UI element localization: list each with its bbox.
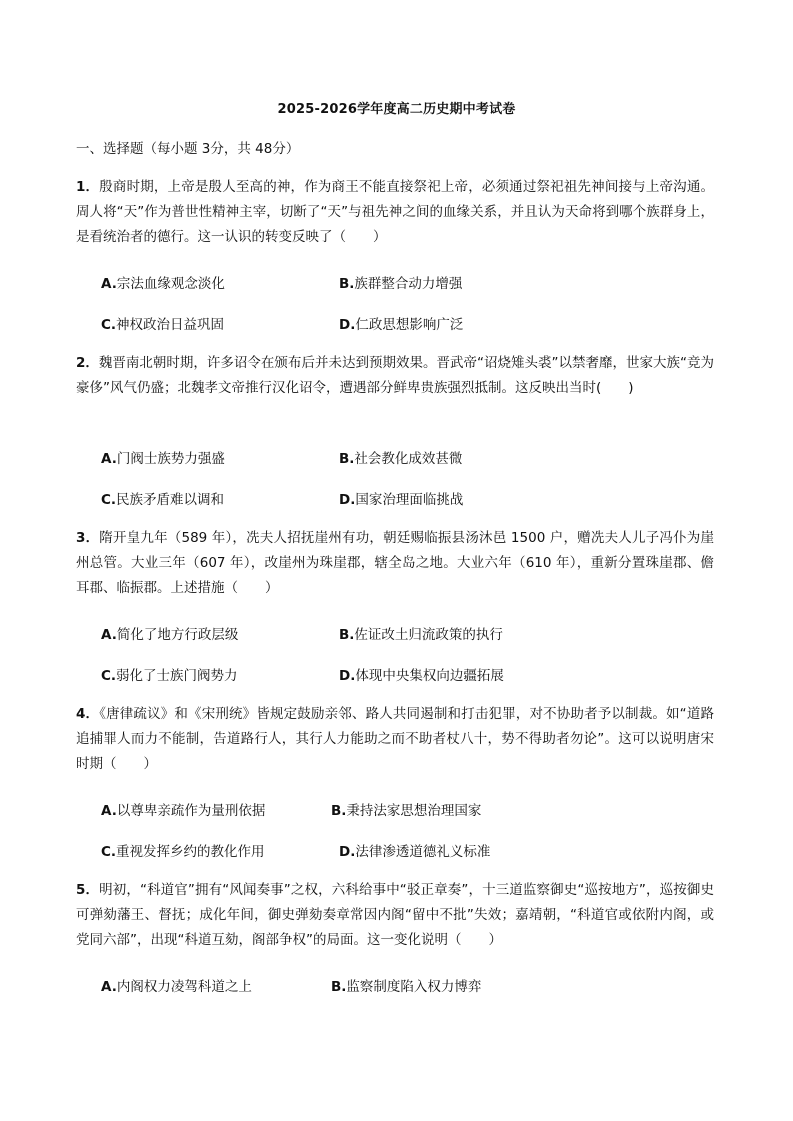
- option-3a[interactable]: [101, 623, 238, 643]
- option-letter: C.: [101, 317, 117, 333]
- option-4d[interactable]: [339, 840, 490, 860]
- option-1a[interactable]: [101, 272, 225, 292]
- option-text: 重视发挥乡约的教化作用: [116, 844, 265, 860]
- option-text: 神权政治日益巩固: [116, 317, 225, 333]
- question-1: [76, 175, 714, 250]
- option-1b[interactable]: [339, 272, 462, 292]
- option-letter: D.: [339, 668, 356, 684]
- option-letter: A.: [101, 627, 117, 643]
- option-letter: C.: [101, 492, 117, 508]
- option-letter: B.: [339, 627, 355, 643]
- option-letter: C.: [101, 844, 117, 860]
- option-3b[interactable]: [339, 623, 503, 643]
- section-heading: 一、选择题（每小题 3分，共 48分）: [76, 141, 300, 157]
- option-text: 法律渗透道德礼义标准: [355, 844, 491, 860]
- option-5b[interactable]: [331, 975, 481, 995]
- option-text: 族群整合动力增强: [354, 276, 463, 292]
- option-4a[interactable]: [101, 799, 265, 819]
- option-4b[interactable]: [331, 799, 481, 819]
- option-1c[interactable]: [101, 313, 224, 333]
- question-stem: 魏晋南北朝时期，许多诏令在颁布后并未达到预期效果。晋武帝“诏烧雉头裘”以禁奢靡，世家大族“竞为豪侈”风气仍盛；北魏孝文帝推行汉化诏令，遭遇部分鲜卑贵族强烈抵制。这反映出当时( ): [76, 355, 714, 396]
- option-text: 国家治理面临挑战: [355, 492, 464, 508]
- question-2: [76, 351, 714, 401]
- option-text: 民族矛盾难以调和: [116, 492, 225, 508]
- option-letter: A.: [101, 451, 117, 467]
- option-text: 社会教化成效甚微: [354, 451, 463, 467]
- option-2a[interactable]: [101, 447, 225, 467]
- option-letter: D.: [339, 317, 356, 333]
- option-text: 弱化了士族门阀势力: [116, 668, 238, 684]
- option-letter: D.: [339, 492, 356, 508]
- question-number: 1．: [76, 179, 100, 195]
- option-2d[interactable]: [339, 488, 463, 508]
- question-stem: 隋开皇九年（589 年），冼夫人招抚崖州有功，朝廷赐临振县汤沐邑 1500 户，赠冼夫人儿子冯仆为崖州总管。大业三年（607 年），改崖州为珠崖郡，辖全岛之地。大业六年（610 年），重新分置珠崖郡、儋耳郡、临振郡。上述措施（ ）: [76, 530, 714, 596]
- option-text: 以尊卑亲疏作为量刑依据: [116, 803, 266, 819]
- option-text: 仁政思想影响广泛: [355, 317, 464, 333]
- option-text: 简化了地方行政层级: [116, 627, 239, 643]
- option-letter: D.: [339, 844, 356, 860]
- option-text: 体现中央集权向边疆拓展: [355, 668, 504, 684]
- option-4c[interactable]: [101, 840, 265, 860]
- question-stem: 明初，“科道官”拥有“风闻奏事”之权，六科给事中“驳正章奏”，十三道监察御史“巡按地方”，巡按御史可弹劾藩王、督抚；成化年间，御史弹劾奏章常因内阁“留中不批”失效；嘉靖朝，“科道官或依附内阁，或党同六部”，出现“科道互劾，阁部争权”的局面。这一变化说明（ ）: [76, 882, 714, 948]
- question-stem: 《唐律疏议》和《宋刑统》皆规定鼓励亲邻、路人共同遏制和打击犯罪，对不协助者予以制裁。如“道路追捕罪人而力不能制，告道路行人，其行人力能助之而不助者杖八十，势不得助者勿论”。这可以说明唐宋时期（ ）: [76, 706, 714, 772]
- option-letter: A.: [101, 803, 117, 819]
- question-number: 3．: [76, 530, 100, 546]
- question-number: 5．: [76, 882, 100, 898]
- option-5a[interactable]: [101, 975, 252, 995]
- option-2c[interactable]: [101, 488, 224, 508]
- option-text: 佐证改土归流政策的执行: [354, 627, 503, 643]
- option-3c[interactable]: [101, 664, 238, 684]
- option-text: 秉持法家思想治理国家: [346, 803, 482, 819]
- option-letter: C.: [101, 668, 117, 684]
- question-3: [76, 526, 714, 601]
- question-number: 4．: [76, 706, 100, 722]
- option-letter: A.: [101, 979, 117, 995]
- page-title: 2025-2026学年度高二历史期中考试卷: [277, 102, 516, 117]
- question-number: 2．: [76, 355, 99, 371]
- option-text: 宗法血缘观念淡化: [116, 276, 225, 292]
- option-3d[interactable]: [339, 664, 504, 684]
- option-letter: B.: [339, 451, 355, 467]
- option-text: 内阁权力凌驾科道之上: [116, 979, 252, 995]
- option-letter: B.: [339, 276, 355, 292]
- question-stem: 殷商时期，上帝是殷人至高的神，作为商王不能直接祭祀上帝，必须通过祭祀祖先神间接与上帝沟通。周人将“天”作为普世性精神主宰，切断了“天”与祖先神之间的血缘关系，并且认为天命将到哪个族群身上，是看统治者的德行。这一认识的转变反映了（ ）: [76, 179, 714, 245]
- question-5: [76, 878, 714, 953]
- option-letter: B.: [331, 979, 347, 995]
- option-letter: A.: [101, 276, 117, 292]
- option-text: 门阀士族势力强盛: [116, 451, 225, 467]
- option-text: 监察制度陷入权力博弈: [346, 979, 482, 995]
- option-letter: B.: [331, 803, 347, 819]
- option-1d[interactable]: [339, 313, 463, 333]
- question-4: [76, 702, 714, 777]
- option-2b[interactable]: [339, 447, 462, 467]
